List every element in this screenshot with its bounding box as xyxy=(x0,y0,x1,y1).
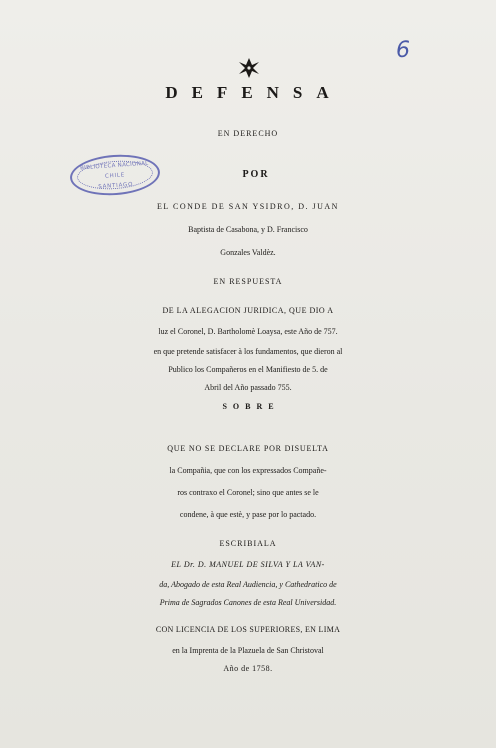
sobre-line-2: la Compañia, que con los expressados Compañe- xyxy=(169,466,327,475)
sobre-line-3: ros contraxo el Coronel; sino que antes se le xyxy=(177,488,319,497)
heading-sobre: SOBRE xyxy=(222,402,280,411)
imprint-line-2: en la Imprenta de la Plazuela de San Christoval xyxy=(172,646,324,655)
respuesta-line-3: en que pretende satisfacer à los fundamentos, que dieron al xyxy=(153,347,343,356)
author-line-3: Gonzales Valdèz. xyxy=(220,248,276,257)
stamp-line-3: SANTIAGO xyxy=(98,181,134,191)
heading-en-respuesta: EN RESPUESTA xyxy=(213,277,283,286)
title-defensa: DEFENSA xyxy=(165,83,343,102)
respuesta-line-5: Abril del Año passado 755. xyxy=(204,383,292,392)
sobre-line-1: QUE NO SE DECLARE POR DISUELTA xyxy=(167,444,329,453)
imprint-line-1: CON LICENCIA DE LOS SUPERIORES, EN LIMA xyxy=(155,625,341,634)
title-en-derecho: EN DERECHO xyxy=(217,129,279,138)
heading-escribiala: ESCRIBIALA xyxy=(219,539,277,548)
respuesta-line-4: Publico los Compañeros en el Manifiesto de 5. de xyxy=(168,365,328,374)
cross-pattee-ornament-icon xyxy=(238,57,260,79)
respuesta-line-1: DE LA ALEGACION JURIDICA, QUE DIO A xyxy=(162,306,334,315)
title-por: POR xyxy=(242,169,270,180)
handwritten-page-number: 6 xyxy=(396,38,410,63)
sobre-line-4: condene, à que estè, y pase por lo pactado. xyxy=(179,510,317,519)
escribiala-line-1: EL Dr. D. MANUEL DE SILVA Y LA VAN- xyxy=(171,560,325,569)
imprint-line-3: Año de 1758. xyxy=(223,664,273,673)
author-line-2: Baptista de Casabona, y D. Francisco xyxy=(188,225,308,234)
escribiala-line-2: da, Abogado de esta Real Audiencia, y Cathedratico de xyxy=(159,580,337,589)
library-stamp xyxy=(69,152,162,198)
respuesta-line-2: luz el Coronel, D. Bartholomè Loaysa, este Año de 757. xyxy=(158,327,338,336)
author-line-1: EL CONDE DE SAN YSIDRO, D. JUAN xyxy=(157,202,339,211)
escribiala-line-3: Prima de Sagrados Canones de esta Real Universidad. xyxy=(159,598,337,607)
stamp-line-2: CHILE xyxy=(104,172,126,180)
stamp-line-1: BIBLIOTECA NACIONAL xyxy=(79,160,149,172)
